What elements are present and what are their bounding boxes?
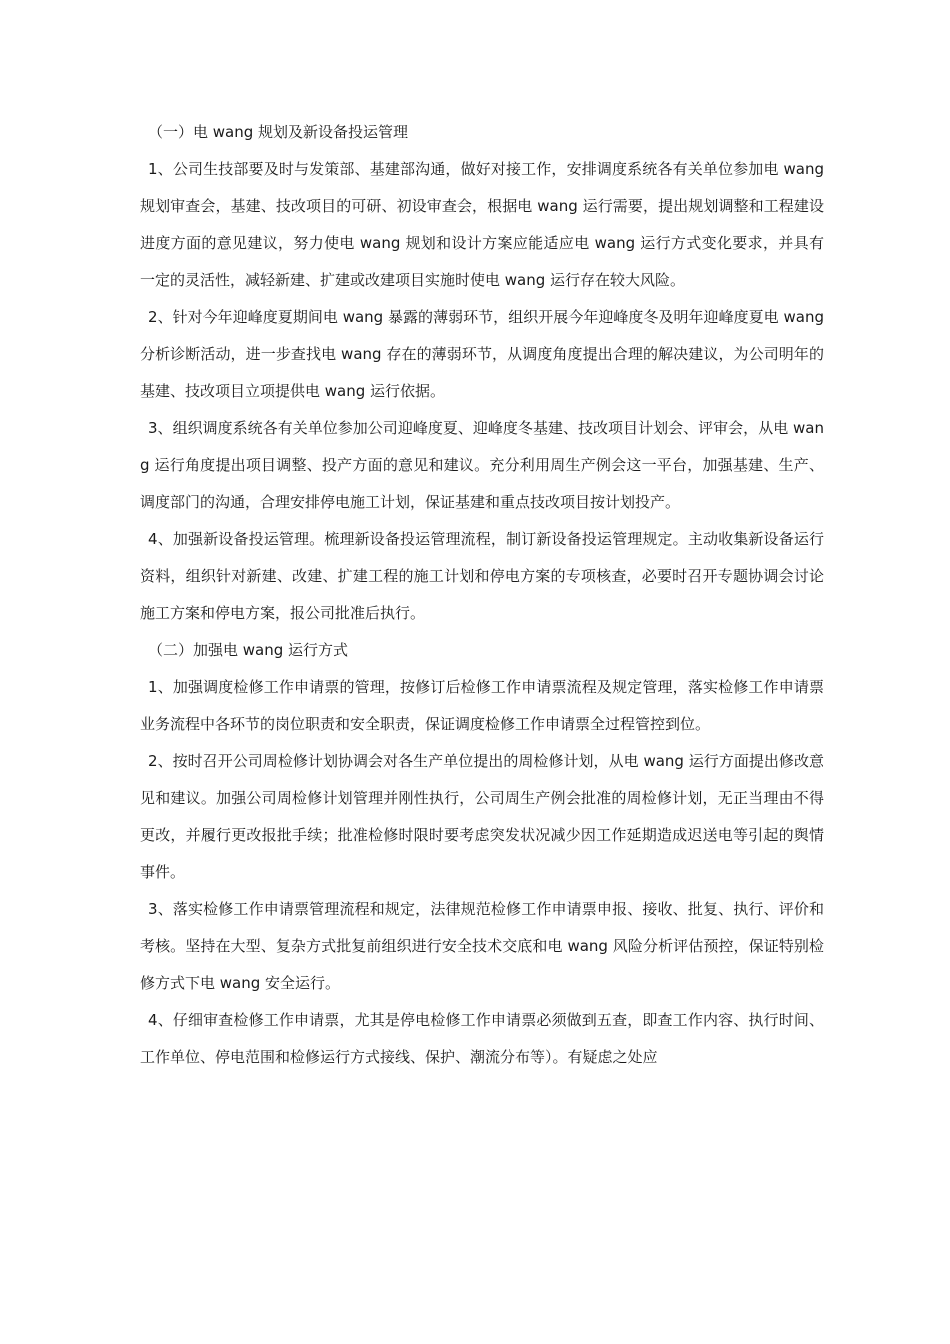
paragraph-2-1: 1、加强调度检修工作申请票的管理，按修订后检修工作申请票流程及规定管理，落实检修工作申请票业务流程中各环节的岗位职责和安全职责，保证调度检修工作申请票全过程管控到位。 bbox=[140, 678, 824, 733]
document-body bbox=[140, 114, 824, 1076]
paragraph-1-4: 4、加强新设备投运管理。梳理新设备投运管理流程，制订新设备投运管理规定。主动收集新设备运行资料，组织针对新建、改建、扩建工程的施工计划和停电方案的专项核查，必要时召开专题协调会讨论施工方案和停电方案，报公司批准后执行。 bbox=[140, 530, 824, 622]
paragraph-1-2: 2、针对今年迎峰度夏期间电 wang 暴露的薄弱环节，组织开展今年迎峰度冬及明年迎峰度夏电 wang 分析诊断活动，进一步查找电 wang 存在的薄弱环节，从调度角度提出合理的解决建议，为公司明年的基建、技改项目立项提供电 wang 运行依据。 bbox=[140, 308, 824, 400]
paragraph-1-3: 3、组织调度系统各有关单位参加公司迎峰度夏、迎峰度冬基建、技改项目计划会、评审会，从电 wang 运行角度提出项目调整、投产方面的意见和建议。充分利用周生产例会这一平台，加强基建、生产、调度部门的沟通，合理安排停电施工计划，保证基建和重点技改项目按计划投产。 bbox=[140, 419, 824, 511]
section-heading-2: （二）加强电 wang 运行方式 bbox=[148, 641, 349, 659]
paragraph-2-3: 3、落实检修工作申请票管理流程和规定，法律规范检修工作申请票申报、接收、批复、执行、评价和考核。坚持在大型、复杂方式批复前组织进行安全技术交底和电 wang 风险分析评估预控，保证特别检修方式下电 wang 安全运行。 bbox=[140, 900, 824, 992]
section-heading-1: （一）电 wang 规划及新设备投运管理 bbox=[148, 123, 409, 141]
paragraph-2-4: 4、仔细审查检修工作申请票，尤其是停电检修工作申请票必须做到五查，即查工作内容、执行时间、工作单位、停电范围和检修运行方式接线、保护、潮流分布等）。有疑虑之处应 bbox=[140, 1011, 824, 1066]
paragraph-1-1: 1、公司生技部要及时与发策部、基建部沟通，做好对接工作，安排调度系统各有关单位参加电 wang 规划审查会，基建、技改项目的可研、初设审查会，根据电 wang 运行需要，提出规划调整和工程建设进度方面的意见建议，努力使电 wang 规划和设计方案应能适应电 wang 运行方式变化要求，并具有一定的灵活性，减轻新建、扩建或改建项目实施时使电 wang 运行存在较大风险。 bbox=[140, 160, 824, 289]
paragraph-2-2: 2、按时召开公司周检修计划协调会对各生产单位提出的周检修计划，从电 wang 运行方面提出修改意见和建议。加强公司周检修计划管理并刚性执行，公司周生产例会批准的周检修计划，无正当理由不得更改，并履行更改报批手续；批准检修时限时要考虑突发状况减少因工作延期造成迟送电等引起的舆情事件。 bbox=[140, 752, 824, 881]
